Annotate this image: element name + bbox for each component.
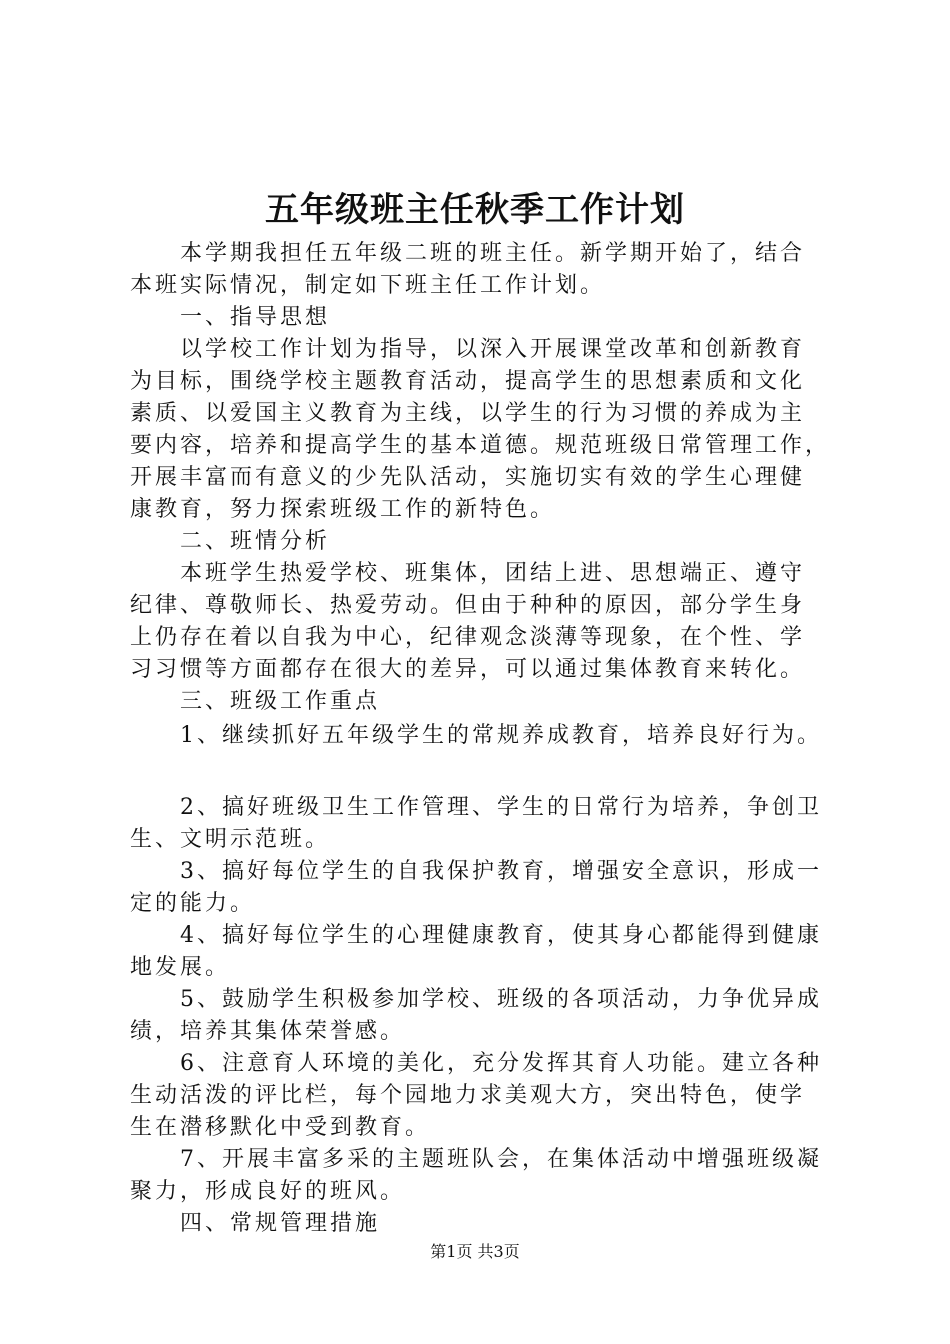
text-line: 地发展。 [130,955,231,980]
text-line: 上仍存在着以自我为中心，纪律观念淡薄等现象，在个性、学 [130,625,806,650]
text-line: 本学期我担任五年级二班的班主任。新学期开始了，结合 [130,241,806,266]
text-line: 开展丰富而有意义的少先队活动，实施切实有效的学生心理健 [130,465,806,490]
text-line: 绩，培养其集体荣誉感。 [130,1019,406,1044]
text-line: 4、搞好每位学生的心理健康教育，使其身心都能得到健康 [130,923,822,948]
text-line: 3、搞好每位学生的自我保护教育，增强安全意识，形成一 [130,859,822,884]
document-title: 五年级班主任秋季工作计划 [265,190,685,230]
text-line: 生在潜移默化中受到教育。 [130,1115,431,1140]
section-heading: 二、班情分析 [130,529,331,554]
text-line: 本班实际情况，制定如下班主任工作计划。 [130,273,606,298]
text-line: 为目标，围绕学校主题教育活动，提高学生的思想素质和文化 [130,369,806,394]
text-line: 生、文明示范班。 [130,827,331,852]
section-heading: 四、常规管理措施 [130,1211,381,1236]
text-line: 5、鼓励学生积极参加学校、班级的各项活动，力争优异成 [130,987,822,1012]
text-line: 康教育，努力探索班级工作的新特色。 [130,497,556,522]
text-line: 7、开展丰富多采的主题班队会，在集体活动中增强班级凝 [130,1147,822,1172]
section-heading: 三、班级工作重点 [130,689,381,714]
text-line: 1、继续抓好五年级学生的常规养成教育，培养良好行为。 [130,723,822,748]
text-line: 素质、以爱国主义教育为主线，以学生的行为习惯的养成为主 [130,401,806,426]
text-line: 6、注意育人环境的美化，充分发挥其育人功能。建立各种 [130,1051,822,1076]
text-line: 本班学生热爱学校、班集体，团结上进、思想端正、遵守 [130,561,806,586]
section-heading: 一、指导思想 [130,305,331,330]
text-line: 2、搞好班级卫生工作管理、学生的日常行为培养，争创卫 [130,795,822,820]
text-line: 要内容，培养和提高学生的基本道德。规范班级日常管理工作， [130,433,831,458]
text-line: 以学校工作计划为指导，以深入开展课堂改革和创新教育 [130,337,806,362]
text-line: 聚力，形成良好的班风。 [130,1179,406,1204]
page-footer: 第1页 共3页 [430,1242,520,1261]
text-line: 习习惯等方面都存在很大的差异，可以通过集体教育来转化。 [130,657,806,682]
text-line: 定的能力。 [130,891,256,916]
text-line: 生动活泼的评比栏，每个园地力求美观大方，突出特色，使学 [130,1083,806,1108]
text-line: 纪律、尊敬师长、热爱劳动。但由于种种的原因，部分学生身 [130,593,806,618]
